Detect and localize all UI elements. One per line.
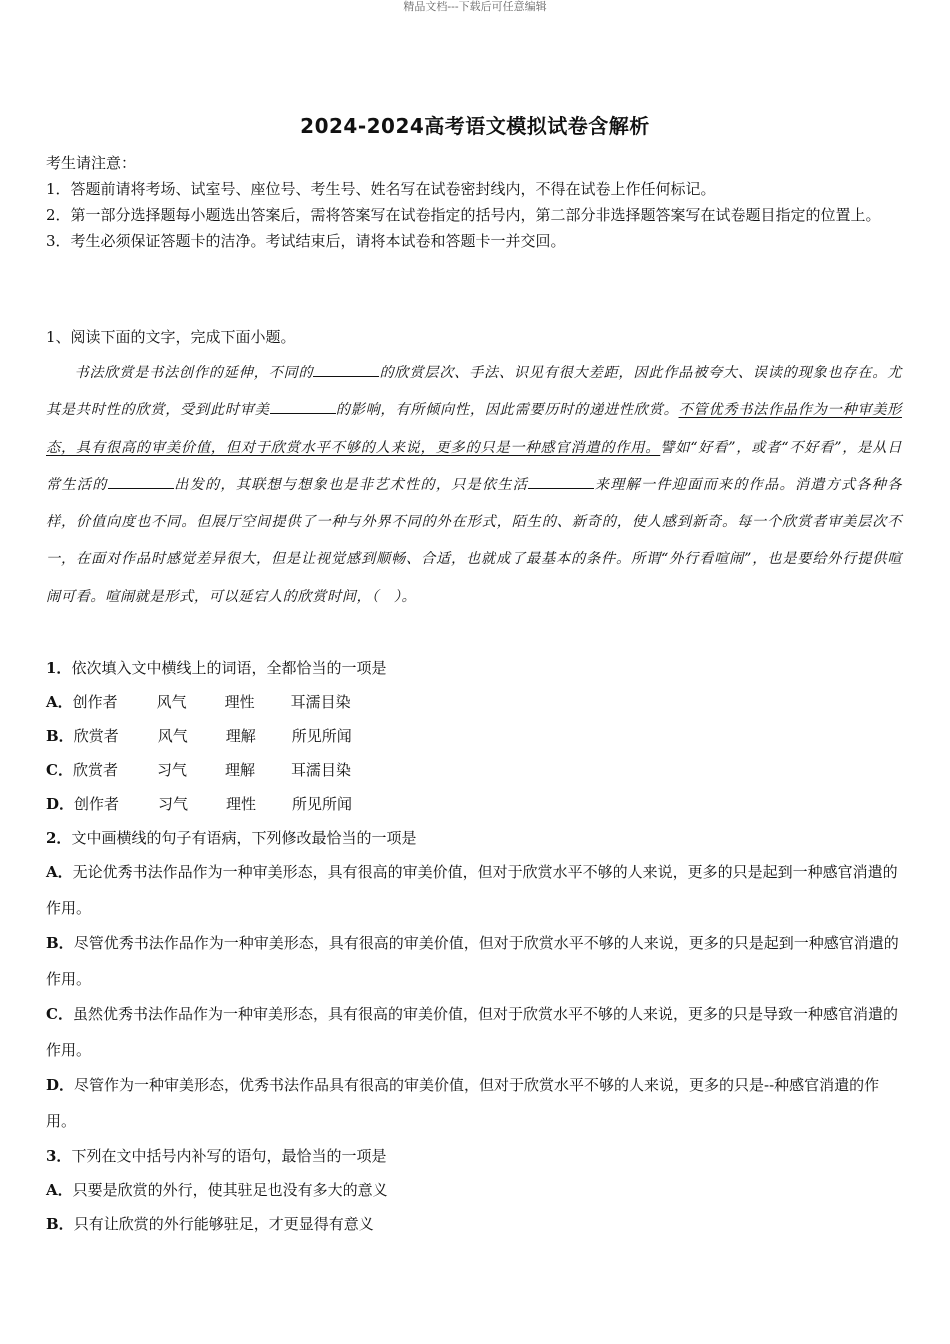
notice-item: 2．第一部分选择题每小题选出答案后，需将答案写在试卷指定的括号内，第二部分非选择题答案写在试卷题目指定的位置上。 xyxy=(46,206,881,224)
passage-text: 书法欣赏是书法创作的延伸，不同的 xyxy=(74,365,314,381)
option-word: 习气 xyxy=(158,795,189,813)
question-3 xyxy=(46,1139,902,1173)
passage-text: 来理解一件迎面而来的作品。消遣方式各种各样，价值向度也不同。但展厅空间提供了一种与外界不同的外在形式，陌生的、新奇的，使人感到新奇。每一个欣赏者审美层次不一，在面对作品时感觉差异很大，但是让视觉感到顺畅、合适，也就成了最基本的条件。所谓“外行看喧闹”，也是要给外行提供喧闹可看。喧闹就是形式，可以延宕人的欣赏时间，（ ）。 xyxy=(46,476,902,605)
option-word: 所见所闻 xyxy=(291,727,352,745)
option-text: 无论优秀书法作品作为一种审美形态，具有很高的审美价值，但对于欣赏水平不够的人来说，更多的只是起到一种感官消遣的作用。 xyxy=(46,863,898,917)
question-stem: 文中画横线的句子有语病，下列修改最恰当的一项是 xyxy=(71,829,417,847)
option-letter: B． xyxy=(46,1215,74,1233)
q3-option-a xyxy=(46,1173,902,1207)
option-word: 风气 xyxy=(157,727,188,745)
question-1 xyxy=(46,651,902,685)
option-text: 尽管作为一种审美形态，优秀书法作品具有很高的审美价值，但对于欣赏水平不够的人来说，更多的只是--种感官消遣的作用。 xyxy=(46,1076,880,1130)
blank-line xyxy=(270,399,336,414)
question-number: 2． xyxy=(46,829,72,847)
notice-item: 1．答题前请将考场、试室号、座位号、考生号、姓名写在试卷密封线内，不得在试卷上作任何标记。 xyxy=(46,180,716,198)
option-text: 只有让欣赏的外行能够驻足，才更显得有意义 xyxy=(73,1215,374,1233)
option-text: 虽然优秀书法作品作为一种审美形态，具有很高的审美价值，但对于欣赏水平不够的人来说，更多的只是导致一种感官消遣的作用。 xyxy=(46,1005,898,1059)
option-word: 理性 xyxy=(226,795,257,813)
notice-title: 考生请注意： xyxy=(46,154,137,172)
question-stem: 依次填入文中横线上的词语，全都恰当的一项是 xyxy=(71,659,387,677)
q2-option-a xyxy=(46,855,902,926)
option-word: 创作者 xyxy=(74,795,120,813)
option-letter: A． xyxy=(46,1181,73,1199)
option-word: 欣赏者 xyxy=(72,761,118,779)
option-word: 耳濡目染 xyxy=(290,761,351,779)
option-word: 所见所闻 xyxy=(292,795,353,813)
notice-item: 3．考生必须保证答题卡的洁净。考试结束后，请将本试卷和答题卡一并交回。 xyxy=(46,232,566,250)
option-letter: A． xyxy=(46,693,73,711)
option-word: 理解 xyxy=(224,761,255,779)
option-letter: C． xyxy=(46,761,73,779)
q2-option-b xyxy=(46,926,902,997)
document-title: 2024-2024高考语文模拟试卷含解析 xyxy=(300,114,650,138)
exam-notice xyxy=(46,150,906,254)
q1-option-c xyxy=(46,753,902,787)
q1-option-a xyxy=(46,685,902,719)
question-2 xyxy=(46,821,902,855)
passage-heading: 1、阅读下面的文字，完成下面小题。 xyxy=(46,328,296,346)
option-letter: B． xyxy=(46,727,74,745)
blank-line xyxy=(108,474,174,489)
question-number: 1． xyxy=(46,659,72,677)
q2-option-d xyxy=(46,1068,902,1139)
underlined-sentence: 不管优秀书法作品作为一种审美形态，具有很高的审美价值，但对于欣赏水平不够的人来说，更多的只是一种感官消遣的作用。 xyxy=(46,402,902,456)
option-text: 只要是欣赏的外行，使其驻足也没有多大的意义 xyxy=(72,1181,388,1199)
blank-line xyxy=(313,362,379,377)
option-letter: C． xyxy=(46,1005,73,1023)
option-letter: A． xyxy=(46,863,73,881)
passage-text: 的欣赏层次、手法、识见有很大差距，因此作品被夸大、误读的现象也存在。尤其是共时性的欣赏，受到此时审美 xyxy=(46,365,902,419)
option-word: 创作者 xyxy=(72,693,118,711)
q1-option-b xyxy=(46,719,902,753)
option-letter: B． xyxy=(46,934,74,952)
reading-passage xyxy=(46,355,902,616)
option-word: 欣赏者 xyxy=(73,727,119,745)
q1-option-d xyxy=(46,787,902,821)
option-word: 习气 xyxy=(156,761,187,779)
option-word: 理解 xyxy=(225,727,256,745)
passage-text: 的影响，有所倾向性，因此需要历时的递进性欣赏。 xyxy=(335,402,679,419)
question-stem: 下列在文中括号内补写的语句，最恰当的一项是 xyxy=(71,1147,387,1165)
header-watermark: 精品文档---下载后可任意编辑 xyxy=(403,0,547,13)
option-word: 风气 xyxy=(156,693,187,711)
passage-text: 譬如“好看”，或者“不好看”，是从日常生活的 xyxy=(46,439,902,493)
questions xyxy=(46,651,902,1241)
option-letter: D． xyxy=(46,1076,75,1094)
q3-option-b xyxy=(46,1207,902,1241)
option-word: 理性 xyxy=(224,693,255,711)
blank-line xyxy=(528,474,594,489)
question-number: 3． xyxy=(46,1147,72,1165)
passage-text: 出发的，其联想与想象也是非艺术性的，只是依生活 xyxy=(173,476,529,493)
option-text: 尽管优秀书法作品作为一种审美形态，具有很高的审美价值，但对于欣赏水平不够的人来说，更多的只是起到一种感官消遣的作用。 xyxy=(46,934,899,988)
option-letter: D． xyxy=(46,795,75,813)
q2-option-c xyxy=(46,997,902,1068)
option-word: 耳濡目染 xyxy=(290,693,351,711)
